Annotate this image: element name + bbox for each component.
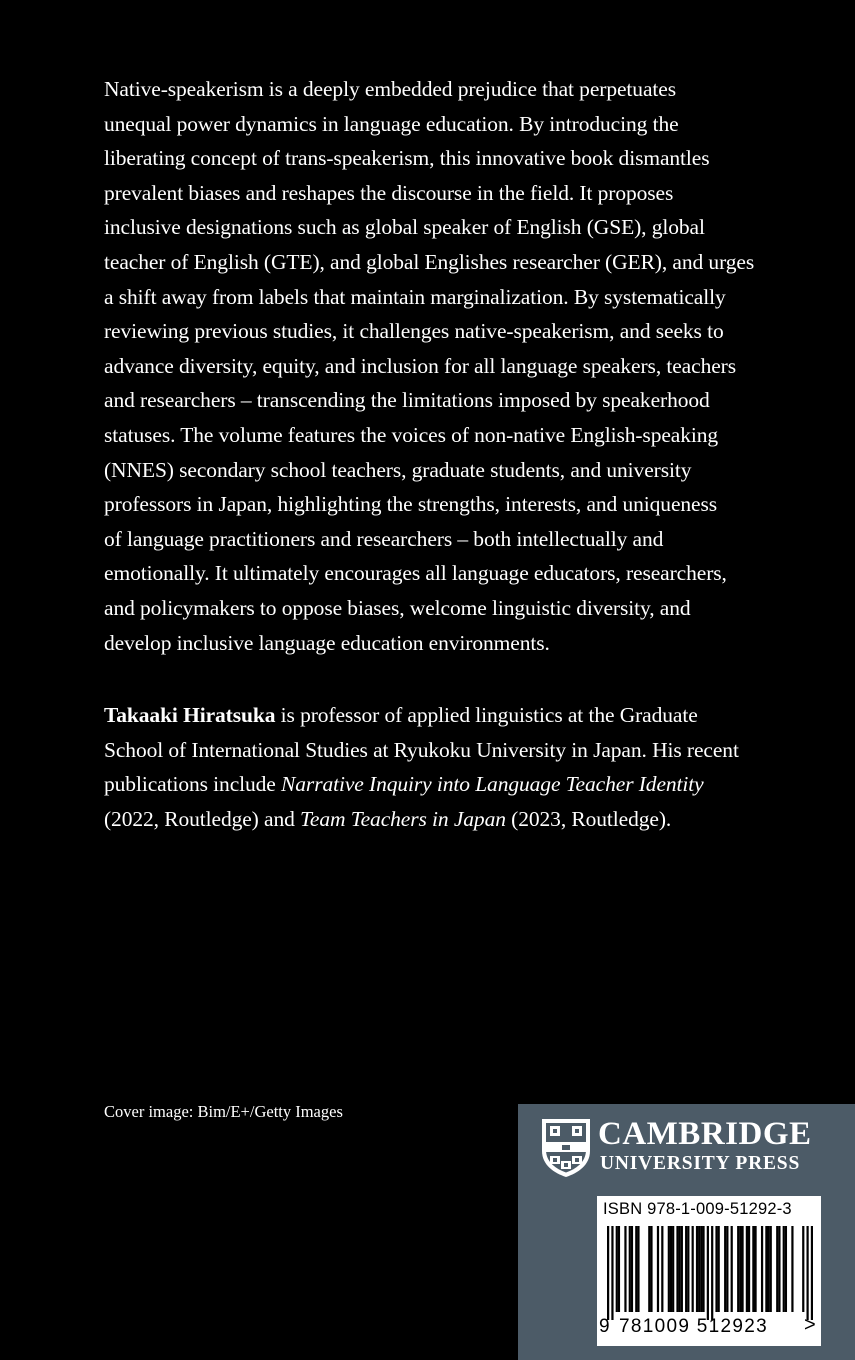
barcode-bar	[661, 1226, 663, 1312]
barcode-bar	[648, 1226, 650, 1312]
barcode-bar	[754, 1226, 756, 1312]
barcode-bar	[778, 1226, 780, 1312]
description-line: prevalent biases and reshapes the discourse in the field. It proposes	[104, 180, 674, 205]
barcode-bar	[783, 1226, 785, 1312]
barcode-bar	[700, 1226, 702, 1312]
barcode-bar	[770, 1226, 772, 1312]
barcode-bar	[785, 1226, 787, 1312]
publisher-panel	[518, 1104, 855, 1360]
author-bio-text: (2022, Routledge) and	[104, 806, 301, 831]
publisher-subtitle: UNIVERSITY PRESS	[600, 1153, 801, 1174]
barcode-bar	[631, 1226, 633, 1312]
barcode-bar	[741, 1226, 743, 1312]
description-line: Native-speakerism is a deeply embedded prejudice that perpetuates	[104, 77, 676, 101]
barcode-bar	[776, 1226, 778, 1312]
barcode-bar	[676, 1226, 678, 1312]
book-description	[104, 72, 794, 660]
barcode-bar	[748, 1226, 750, 1312]
barcode-bars	[607, 1226, 813, 1320]
barcode-bar	[811, 1226, 813, 1320]
description-line: statuses. The volume features the voices of non-native English-speaking	[104, 422, 719, 447]
barcode-bar	[696, 1226, 698, 1312]
barcode-bar	[668, 1226, 670, 1312]
description-line: professors in Japan, highlighting the strengths, interests, and uniqueness	[104, 492, 718, 517]
description-line: inclusive designations such as global speaker of English (GSE), global	[104, 215, 705, 240]
barcode-bar	[629, 1226, 631, 1312]
barcode-bar	[611, 1226, 613, 1320]
description-line: and policymakers to oppose biases, welcome linguistic diversity, and	[104, 595, 691, 620]
description-line: develop inclusive language education environments.	[104, 630, 550, 655]
barcode-bar	[698, 1226, 700, 1312]
barcode-bar	[718, 1226, 720, 1312]
book-title: Narrative Inquiry into Language Teacher Identity	[281, 772, 704, 797]
description-line: and researchers – transcending the limitations imposed by speakerhood	[104, 388, 710, 413]
barcode-bar	[731, 1226, 733, 1312]
description-line: emotionally. It ultimately encourages all language educators, researchers,	[104, 561, 727, 586]
author-bio-text: (2023, Routledge).	[505, 806, 672, 831]
barcode-bar	[687, 1226, 689, 1312]
barcode-bar	[670, 1226, 672, 1312]
barcode-bar	[637, 1226, 639, 1312]
barcode-digits: 781009 512923	[619, 1316, 768, 1337]
barcode-arrow: >	[804, 1314, 816, 1336]
publisher-name: CAMBRIDGE	[598, 1116, 812, 1152]
barcode-bar	[739, 1226, 741, 1312]
description-line: unequal power dynamics in language education. By introducing the	[104, 111, 679, 136]
barcode-first-digit: 9	[599, 1316, 610, 1337]
description-line: advance diversity, equity, and inclusion for all language speakers, teachers	[104, 353, 736, 378]
barcode-bar	[726, 1226, 728, 1312]
book-title: Team Teachers in Japan	[300, 806, 506, 831]
barcode-bar	[707, 1226, 709, 1320]
barcode-bar	[806, 1226, 808, 1320]
barcode-bar	[765, 1226, 767, 1312]
barcode-bar	[685, 1226, 687, 1312]
barcode-bar	[624, 1226, 626, 1312]
description-line: liberating concept of trans-speakerism, this innovative book dismantles	[104, 146, 710, 171]
author-bio-line	[104, 767, 804, 802]
author-bio-line	[104, 698, 804, 733]
author-name: Takaaki Hiratsuka	[104, 703, 276, 727]
author-bio-text: is professor of applied linguistics at the Graduate	[275, 703, 698, 727]
barcode-bar	[650, 1226, 652, 1312]
barcode-bar	[711, 1226, 713, 1320]
cambridge-shield-icon	[540, 1117, 592, 1179]
isbn-barcode	[597, 1196, 821, 1346]
author-bio-line	[104, 802, 804, 837]
barcode-bar	[791, 1226, 793, 1312]
barcode-bar	[679, 1226, 681, 1312]
isbn-label: ISBN 978-1-009-51292-3	[603, 1200, 792, 1218]
barcode-bar	[692, 1226, 694, 1312]
barcode-bar	[616, 1226, 618, 1312]
barcode-bar	[657, 1226, 659, 1312]
description-line: reviewing previous studies, it challenges native-speakerism, and seeks to	[104, 319, 724, 344]
description-line: teacher of English (GTE), and global Englishes researcher (GER), and urges	[104, 249, 755, 274]
barcode-bar	[607, 1226, 609, 1320]
barcode-bar	[761, 1226, 763, 1312]
author-bio-line: School of International Studies at Ryukoku University in Japan. His recent	[104, 737, 739, 762]
description-line: (NNES) secondary school teachers, graduate students, and university	[104, 457, 692, 482]
cover-image-credit: Cover image: Bim/E+/Getty Images	[104, 1102, 343, 1121]
description-line: of language practitioners and researchers – both intellectually and	[104, 526, 664, 551]
barcode-bar	[737, 1226, 739, 1312]
barcode-bar	[635, 1226, 637, 1312]
barcode-bar	[724, 1226, 726, 1312]
barcode-bar	[802, 1226, 804, 1312]
author-bio	[104, 698, 804, 836]
author-bio-text: publications include	[104, 772, 282, 797]
barcode-bar	[672, 1226, 674, 1312]
barcode-bar	[715, 1226, 717, 1312]
barcode-bar	[618, 1226, 620, 1312]
barcode-bar	[681, 1226, 683, 1312]
barcode-bar	[702, 1226, 704, 1312]
barcode-bar	[752, 1226, 754, 1312]
barcode-bar	[767, 1226, 769, 1312]
barcode-bar	[746, 1226, 748, 1312]
description-line: a shift away from labels that maintain marginalization. By systematically	[104, 284, 726, 309]
